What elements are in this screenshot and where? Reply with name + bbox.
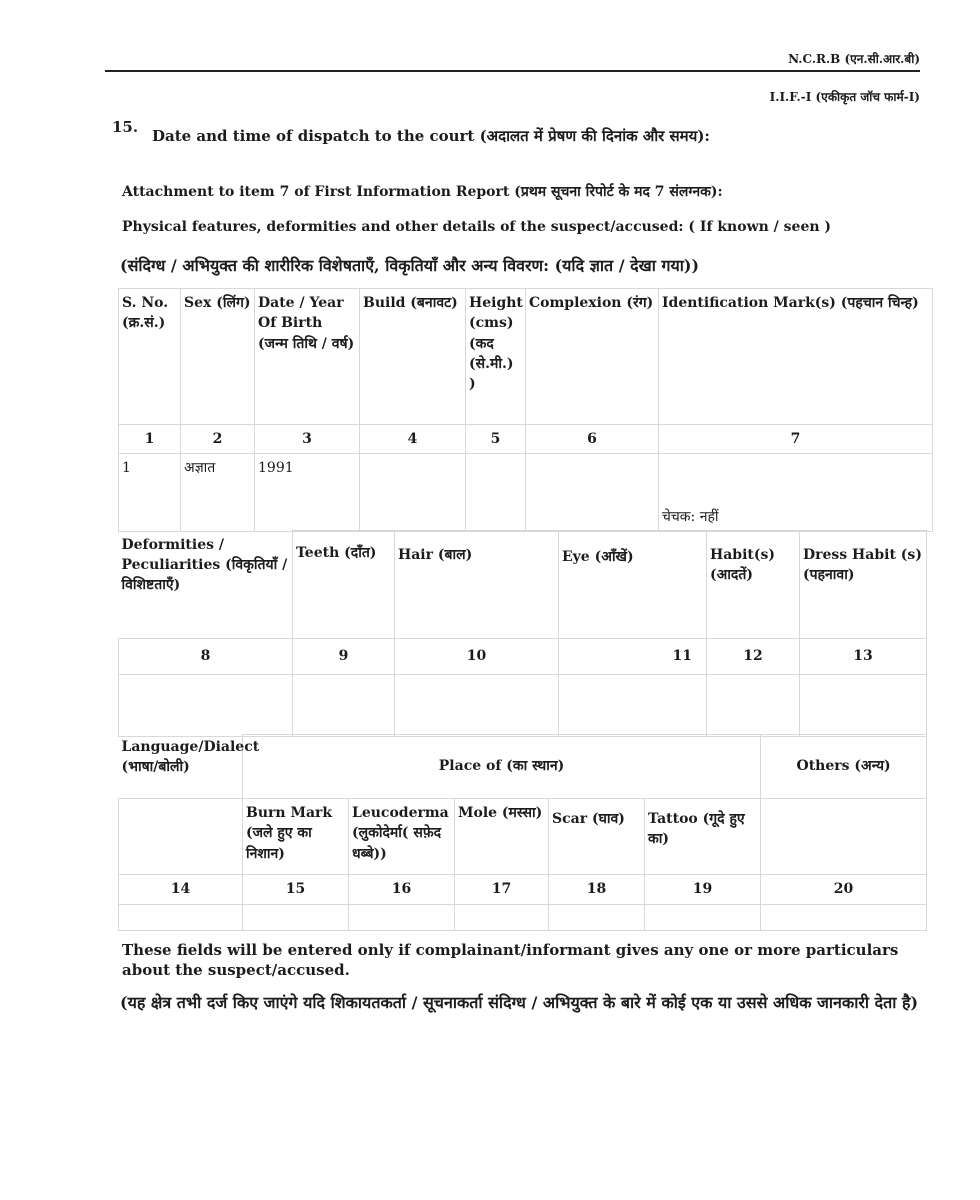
deformities-table	[118, 530, 927, 737]
col-num: 7	[659, 425, 933, 454]
col-num: 16	[349, 875, 455, 905]
col-num: 9	[293, 639, 395, 675]
cell-hair	[395, 675, 559, 737]
header-hair: Hair (बाल)	[395, 531, 559, 639]
cell-build	[360, 454, 466, 532]
table-row	[119, 905, 927, 931]
column-number-row	[119, 875, 927, 905]
column-number-row	[119, 639, 927, 675]
header-deformities: Deformities / Peculiarities (विकृतियाँ / विशिष्टताएँ)	[121, 536, 288, 594]
table-row	[119, 675, 927, 737]
col-num: 18	[549, 875, 645, 905]
col-num: 3	[255, 425, 360, 454]
header-height: Height (cms) (कद (से.मी.) )	[466, 289, 526, 425]
table-row	[119, 454, 933, 532]
col-num: 8	[119, 639, 293, 675]
header-language: Language/Dialect (भाषा/बोली)	[121, 738, 260, 775]
cell-eye	[559, 675, 707, 737]
cell-habits	[707, 675, 800, 737]
header-habits: Habit(s) (आदतें)	[707, 531, 800, 639]
header-place: Place of (का स्थान)	[243, 735, 761, 799]
footnote-english: These fields will be entered only if complainant/informant gives any one or more particulars about the suspect/accused.	[122, 941, 899, 979]
header-leucoderma: Leucoderma (लुकोदेर्मा( सफ़ेद धब्बे))	[349, 799, 455, 875]
header-others: Others (अन्य)	[761, 735, 927, 799]
col-num: 1	[119, 425, 181, 454]
cell-identification-marks: चेचक: नहीं	[659, 454, 933, 532]
table-header-row	[119, 289, 933, 425]
table-header-row	[119, 735, 927, 799]
cell-mole	[455, 905, 549, 931]
cell-teeth	[293, 675, 395, 737]
col-num: 4	[360, 425, 466, 454]
cell-dress-habit	[800, 675, 927, 737]
physical-features-heading: Physical features, deformities and other details of the suspect/accused: ( If known / seen )	[122, 219, 832, 235]
cell-tattoo	[645, 905, 761, 931]
col-num: 17	[455, 875, 549, 905]
header-teeth: Teeth (दाँत)	[293, 531, 395, 639]
header-eye: Eye (आँखें)	[559, 531, 707, 639]
cell-deformities	[119, 675, 293, 737]
cell-others-blank	[761, 799, 927, 875]
header-tattoo: Tattoo (गूदे हुए का)	[645, 799, 761, 875]
physical-features-table	[118, 288, 933, 532]
header-sno: S. No. (क्र.सं.)	[119, 289, 181, 425]
col-num: 6	[526, 425, 659, 454]
header-burn-mark: Burn Mark (जले हुए का निशान)	[243, 799, 349, 875]
cell-dob: 1991	[255, 454, 360, 532]
header-mole: Mole (मस्सा)	[455, 799, 549, 875]
item-15-text: Date and time of dispatch to the court (अदालत में प्रेषण की दिनांक और समय):	[152, 127, 710, 145]
col-num: 20	[761, 875, 927, 905]
col-num: 13	[800, 639, 927, 675]
header-dob: Date / Year Of Birth (जन्म तिथि / वर्ष)	[255, 289, 360, 425]
header-complexion: Complexion (रंग)	[526, 289, 659, 425]
header-build: Build (बनावट)	[360, 289, 466, 425]
col-num: 10	[395, 639, 559, 675]
col-num: 15	[243, 875, 349, 905]
header-sex: Sex (लिंग)	[181, 289, 255, 425]
table-header-row	[119, 531, 927, 639]
cell-leucoderma	[349, 905, 455, 931]
cell-height	[466, 454, 526, 532]
header-scar: Scar (घाव)	[549, 799, 645, 875]
header-dress-habit: Dress Habit (s) (पहनावा)	[800, 531, 927, 639]
col-num: 2	[181, 425, 255, 454]
cell-language-blank	[119, 799, 243, 875]
subheader-row	[119, 799, 927, 875]
form-label: I.I.F.-I (एकीकृत जॉच फार्म-I)	[769, 90, 920, 104]
cell-sno: 1	[119, 454, 181, 532]
cell-scar	[549, 905, 645, 931]
col-num: 12	[707, 639, 800, 675]
physical-features-hindi: (संदिग्ध / अभियुक्त की शारीरिक विशेषताएँ, विकृतियाँ और अन्य विवरण: (यदि ज्ञात / देखा गया))	[120, 256, 700, 275]
footnote-hindi: (यह क्षेत्र तभी दर्ज किए जाएंगे यदि शिकायतकर्ता / सूचनाकर्ता संदिग्ध / अभियुक्त के बारे में कोई एक या उससे अधिक जानकारी देता है)	[120, 993, 919, 1012]
attachment-heading: Attachment to item 7 of First Information Report (प्रथम सूचना रिपोर्ट के मद 7 संलग्नक):	[122, 184, 723, 200]
col-num: 11	[559, 639, 707, 675]
cell-complexion	[526, 454, 659, 532]
col-num: 14	[119, 875, 243, 905]
agency-label: N.C.R.B (एन.सी.आर.बी)	[788, 52, 920, 66]
column-number-row	[119, 425, 933, 454]
cell-burn-mark	[243, 905, 349, 931]
header-identification-marks: Identification Mark(s) (पहचान चिन्ह)	[659, 289, 933, 425]
header-divider	[105, 70, 920, 72]
other-details-table	[118, 734, 927, 931]
item-15-number: 15.	[112, 118, 139, 136]
cell-sex: अज्ञात	[181, 454, 255, 532]
cell-others	[761, 905, 927, 931]
col-num: 19	[645, 875, 761, 905]
cell-language	[119, 905, 243, 931]
col-num: 5	[466, 425, 526, 454]
